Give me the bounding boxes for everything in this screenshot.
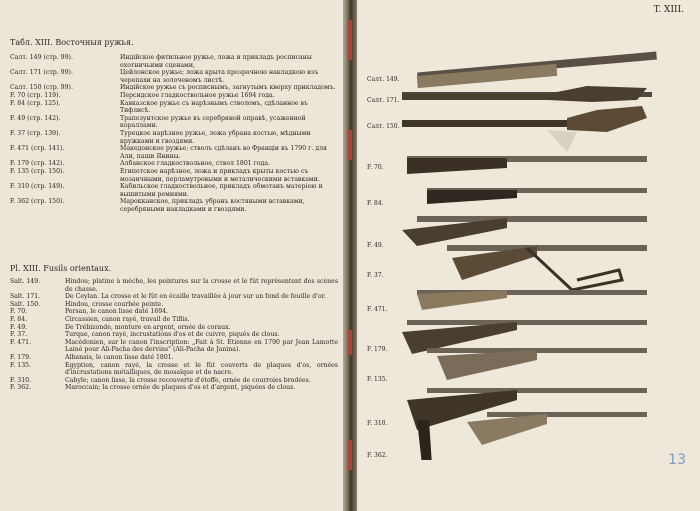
plate-label: F. 49. — [367, 242, 384, 249]
caption-ref: F. 471. — [10, 338, 32, 346]
caption-ref: Салт. 149 (стр. 99). — [10, 54, 73, 61]
caption-ref: F. 84. — [10, 315, 28, 323]
caption-ref: Salt. 171. — [10, 293, 41, 301]
caption-text: Персидское гладкоствольное ружье 1694 года. — [120, 91, 275, 99]
rifle-salt-150 — [402, 106, 647, 152]
caption-entry — [10, 84, 338, 92]
caption-text: Индійское ружье съ росписнымъ, загнутымъ кверху прикладомъ. — [120, 84, 336, 92]
caption-text: Албанское гладкоствольное, ствол 1801 года. — [120, 160, 271, 168]
binding-thread — [348, 20, 352, 60]
rifle-f-84 — [427, 188, 647, 204]
caption-ref: Салт. 150 (стр. 99). — [10, 84, 73, 92]
caption-ref: F. 70. — [10, 308, 28, 316]
caption-entry — [10, 316, 338, 324]
caption-text: Circassien, canon rayé, travail de Tiflis. — [65, 315, 190, 323]
french-caption-list — [10, 278, 338, 392]
rifle-f-49 — [402, 216, 647, 246]
caption-entry — [10, 354, 338, 362]
caption-text: Турецкое нарѣзное ружье, ложа убрана костью, мѣдными кружками и гвоздями. — [120, 129, 311, 145]
caption-ref: F. 37. — [10, 331, 28, 339]
caption-entry — [10, 278, 338, 293]
french-caption-title: Pl. XIII. Fusils orientaux. — [10, 264, 112, 273]
caption-ref: Салт. 171 (стр. 99). — [10, 69, 73, 77]
russian-caption-title: Табл. XIII. Восточныя ружья. — [10, 38, 134, 47]
caption-text: Cabyle; canon lisse, la crosse recouverte d'étoffe, ornée de courroies brodées. — [65, 376, 311, 384]
caption-ref: Salt. 149. — [10, 278, 41, 285]
binding-thread — [348, 330, 352, 355]
caption-entry — [10, 145, 338, 160]
plate-label: F. 135. — [367, 376, 388, 383]
caption-ref: F. 179. — [10, 353, 32, 361]
caption-text: De Trébizonde, monture en argent, ornée de coraux. — [65, 323, 231, 331]
caption-entry — [10, 198, 338, 213]
plate-label: Салт. 149. — [367, 76, 400, 83]
caption-ref: F. 310. — [10, 376, 32, 384]
caption-text: Кавказское ружье съ нарѣзнымъ стволомъ, сдѣланное въ Тифлисѣ. — [120, 99, 308, 115]
plate-label: F. 471. — [367, 306, 388, 313]
caption-entry — [10, 130, 338, 145]
russian-caption-list — [10, 54, 338, 213]
caption-entry — [10, 168, 338, 183]
rifle-salt-149 — [417, 52, 657, 89]
caption-ref: F. 362. — [10, 384, 32, 392]
caption-entry — [10, 183, 338, 198]
rifle-f-70 — [407, 156, 647, 174]
caption-entry — [10, 115, 338, 130]
plate-title: T. XIII. — [653, 5, 684, 15]
caption-text: Turque, canon rayé, incrustations d'os et de cuivre, piqués de clous. — [65, 331, 280, 339]
caption-entry — [10, 339, 338, 354]
handwritten-page-number: 13 — [668, 452, 686, 468]
plate-label: F. 37. — [367, 272, 384, 279]
caption-text: Марокканское, прикладъ убранъ костяными вставками, серебряными накладками и гвоздями. — [120, 198, 305, 213]
book-spine — [343, 0, 357, 511]
plate-label: F. 70. — [367, 164, 384, 171]
caption-ref: F. 471 (стр. 141). — [10, 145, 65, 153]
caption-ref: F. 179 (стр. 142). — [10, 160, 65, 168]
plate-label: Салт. 150. — [367, 123, 400, 130]
caption-text: De Ceylan. La crosse et le fût en écaille travaillée à jour sur un fond de feuille d'or. — [65, 293, 326, 301]
caption-text: Hindou; platine à mèche, les peintures sur la crosse et le fût représentent des scènes de chasse. — [65, 278, 338, 293]
caption-text: Трапезунтское ружье въ серебряной оправѣ, усаженной кораллами. — [120, 114, 306, 130]
caption-text: Maroccain; la crosse ornée de plaques d'os et d'argent, piquées de clous. — [65, 384, 296, 392]
binding-thread — [348, 440, 352, 470]
caption-text: Египетское нарѣзное, ложа и прикладъ крыты костью съ мозаичными, перламутровыми и металическими вставками. — [120, 167, 320, 183]
caption-text: Hindou, crosse courbée peinte. — [65, 300, 164, 308]
caption-entry — [10, 69, 338, 84]
caption-entry — [10, 301, 338, 309]
caption-ref: F. 135 (стр. 150). — [10, 167, 65, 175]
caption-ref: F. 135. — [10, 361, 32, 369]
caption-entry — [10, 362, 338, 377]
caption-ref: F. 37 (стр. 139). — [10, 129, 61, 137]
caption-ref: F. 84 (стр. 125). — [10, 99, 61, 107]
caption-ref: F. 362 (стр. 150). — [10, 198, 65, 206]
binding-thread — [348, 130, 352, 160]
caption-entry — [10, 100, 338, 115]
rifle-f-362 — [467, 412, 647, 445]
left-page — [0, 0, 343, 511]
caption-text: Кабильское гладкоствольное, прикладъ обмотанъ матеріею и вышитыми ремнями. — [120, 183, 323, 198]
caption-entry — [10, 377, 338, 385]
caption-entry — [10, 331, 338, 339]
caption-entry — [10, 308, 338, 316]
rifle-f-37 — [447, 245, 647, 290]
caption-ref: Salt. 150. — [10, 300, 41, 308]
caption-entry — [10, 92, 338, 100]
caption-ref: F. 310 (стр. 149). — [10, 183, 65, 191]
caption-text: Persan, le canon lisse daté 1694. — [65, 308, 169, 316]
caption-entry — [10, 384, 338, 392]
caption-ref: F. 49 (стр. 142). — [10, 114, 61, 122]
rifle-f-471 — [417, 290, 647, 310]
caption-text: Индійское фитильное ружье, ложа и прикладъ росписаны охотничьими сценами, — [120, 54, 312, 69]
plate-label: F. 362. — [367, 452, 388, 459]
caption-ref: F. 70 (стр. 119). — [10, 91, 61, 99]
caption-entry — [10, 54, 338, 69]
caption-entry — [10, 324, 338, 332]
caption-entry — [10, 160, 338, 168]
rifle-salt-171 — [402, 86, 652, 102]
plate-label: Салт. 171. — [367, 97, 400, 104]
caption-text: Macédonien, sur le canon l'inscription: „Fait à St. Etienne en 1790 par Jean Lamotte Lainé pour Ali-Pacha des dervins" (Ali-Pacha de Janina). — [65, 338, 338, 354]
caption-text: Цейлонское ружье; ложа крыта прозрачною накладкою изъ черепахи на золоченомъ листѣ. — [120, 69, 319, 84]
plate-label: F. 179. — [367, 346, 388, 353]
caption-entry — [10, 293, 338, 301]
right-page — [357, 0, 700, 511]
caption-text: Albanais, le canon lisse daté 1801. — [65, 353, 174, 361]
caption-text: Egyptien, canon rayé, la crosse et le fût couverts de plaques d'os, ornées d'incrustations métalliques, de mosaïque et de nacre. — [65, 361, 338, 377]
rifles-plate-illustration — [397, 40, 662, 460]
plate-label: F. 84. — [367, 200, 384, 207]
plate-label: F. 310. — [367, 420, 388, 427]
caption-text: Македонское ружье; стволъ сдѣланъ во Франціи въ 1790 г. для Али, паши Янины. — [120, 145, 327, 160]
rifle-f-135 — [427, 348, 647, 380]
caption-ref: F. 49. — [10, 323, 28, 331]
